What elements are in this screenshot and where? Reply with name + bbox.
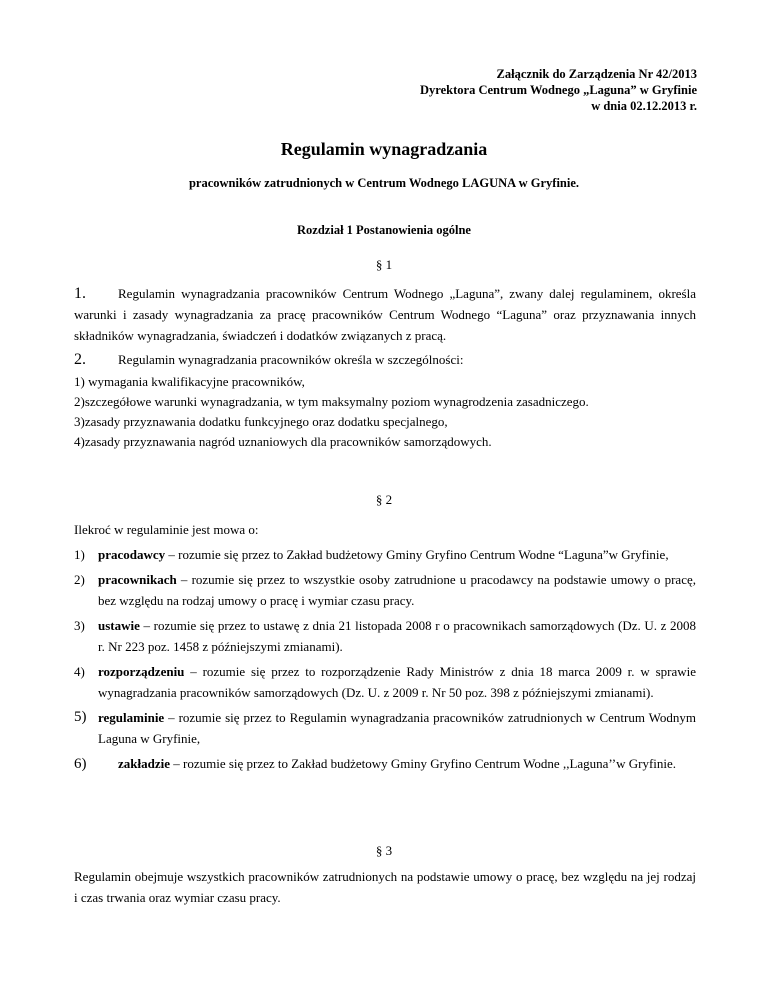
section-3-text: Regulamin obejmuje wszystkich pracowników zatrudnionych na podstawie umowy o pracę, bez względu na jej rodzaj i czas trwania oraz wymiar czasu pracy. (74, 869, 696, 905)
definition-text: – rozumie się przez to rozporządzenie Rady Ministrów z dnia 18 marca 2009 r. w sprawie wynagradzania pracowników samorządowych (Dz. U. z 2009 r. Nr 50 poz. 398 z późniejszymi zmianami). (98, 664, 696, 700)
definition-text: – rozumie się przez to ustawę z dnia 21 listopada 2008 r o pracownikach samorządowych (Dz. U. z 2008 r. Nr 223 poz. 1458 z późniejszymi zmianami). (98, 618, 696, 654)
definition-item (74, 615, 696, 657)
section-2-heading: § 2 (375, 492, 393, 507)
chapter-heading: Rozdział 1 Postanowienia ogólne (297, 223, 471, 237)
attachment-line-2: Dyrektora Centrum Wodnego „Laguna” w Gryfinie (420, 83, 697, 97)
definition-term: regulaminie (98, 710, 165, 725)
point-2-number: 2. (74, 351, 86, 368)
definition-text: – rozumie się przez to Zakład budżetowy Gminy Gryfino Centrum Wodne “Laguna”w Gryfinie, (165, 547, 669, 562)
definition-number: 1) (74, 547, 85, 562)
definition-number: 5) (74, 709, 87, 725)
definition-number: 2) (74, 572, 85, 587)
definition-item (74, 544, 696, 565)
section-2-body (74, 519, 696, 775)
definition-number: 4) (74, 664, 85, 679)
definition-term: ustawie (98, 618, 140, 633)
section-1-point-1 (74, 283, 696, 346)
definition-term: zakładzie (118, 756, 170, 771)
section-1-heading: § 1 (375, 257, 393, 272)
attachment-line-3: w dnia 02.12.2013 r. (591, 99, 697, 113)
definition-text: – rozumie się przez to wszystkie osoby zatrudnione u pracodawcy na podstawie umowy o pracę, bez względu na rodzaj umowy o pracę i wymiar czasu pracy. (98, 572, 696, 608)
point-1-text: Regulamin wynagradzania pracowników Centrum Wodnego „Laguna”, zwany dalej regulaminem, określa warunki i zasady wynagradzania za pracę pracowników Centrum Wodnego “Laguna” oraz przyznawania innych składników wynagradzania, świadczeń i dodatków związanych z pracą. (74, 286, 696, 343)
document-title: Regulamin wynagradzania (280, 139, 488, 159)
definition-number: 6) (74, 756, 87, 772)
list-item: 1) wymagania kwalifikacyjne pracowników, (74, 374, 305, 389)
list-item: 2)szczegółowe warunki wynagradzania, w tym maksymalny poziom wynagrodzenia zasadniczego. (74, 394, 589, 409)
definition-term: pracodawcy (98, 547, 166, 562)
section-3-heading: § 3 (375, 843, 393, 858)
definition-text: – rozumie się przez to Zakład budżetowy Gminy Gryfino Centrum Wodne ,,Laguna’’w Gryfinie. (170, 756, 677, 771)
section-2-intro: Ilekroć w regulaminie jest mowa o: (74, 522, 259, 537)
definition-item-6 (74, 753, 696, 775)
point-2-text: Regulamin wynagradzania pracowników określa w szczególności: (118, 352, 464, 367)
point-1-number: 1. (74, 285, 86, 302)
definition-text: – rozumie się przez to Regulamin wynagradzania pracowników zatrudnionych w Centrum Wodnym Laguna w Gryfinie, (98, 710, 696, 746)
list-item: 4)zasady przyznawania nagród uznaniowych dla pracowników samorządowych. (74, 434, 492, 449)
definition-term: rozporządzeniu (98, 664, 185, 679)
attachment-line-1: Załącznik do Zarządzenia Nr 42/2013 (496, 67, 697, 81)
definition-item (74, 661, 696, 703)
document-subtitle: pracowników zatrudnionych w Centrum Wodnego LAGUNA w Gryfinie. (188, 176, 580, 190)
list-item: 3)zasady przyznawania dodatku funkcyjnego oraz dodatku specjalnego, (74, 414, 448, 429)
definition-item (74, 569, 696, 611)
section-1-body (74, 283, 696, 452)
attachment-header (420, 66, 697, 114)
definition-number: 3) (74, 618, 85, 633)
definition-item (74, 707, 696, 749)
section-1-list (74, 372, 696, 452)
section-1-point-2 (74, 350, 696, 370)
definition-term: pracownikach (98, 572, 177, 587)
